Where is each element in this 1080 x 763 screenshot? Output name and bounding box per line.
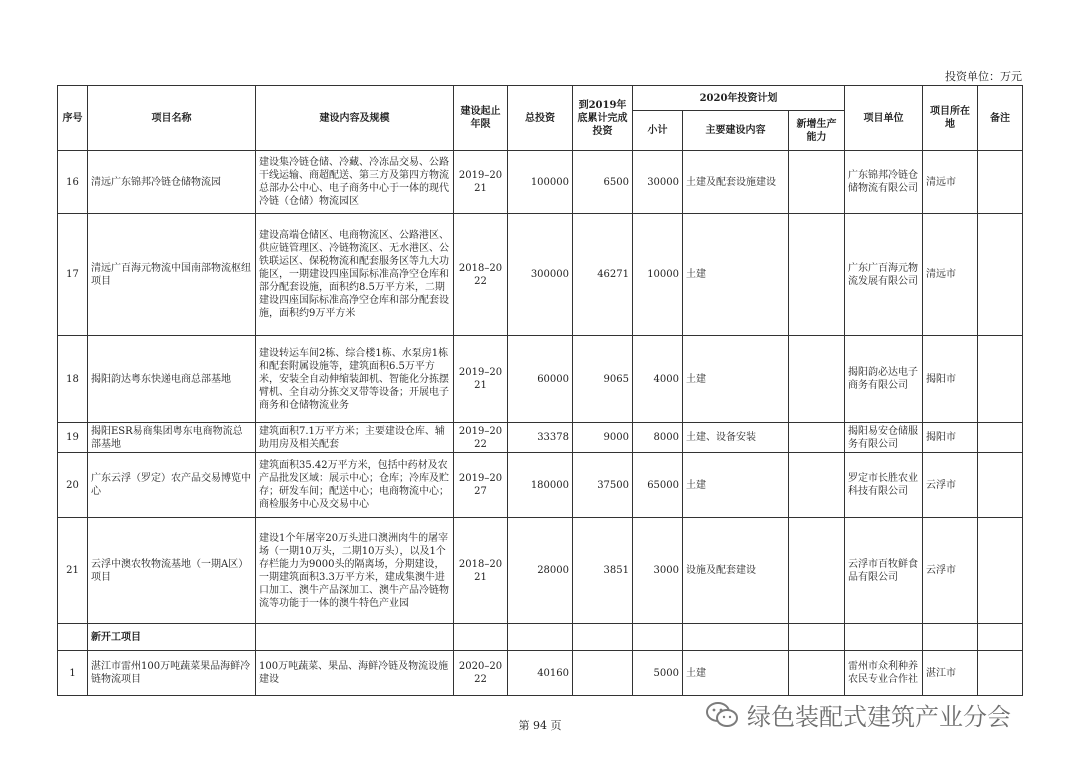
row-content: 建筑面积7.1万平方米；主要建设仓库、辅助用房及相关配套	[256, 423, 454, 453]
header-subtotal: 小计	[633, 111, 683, 151]
row-main: 土建	[683, 214, 789, 336]
row-main: 设施及配套建设	[683, 518, 789, 624]
table-row	[58, 518, 1023, 624]
row-capacity	[789, 151, 845, 214]
row-unit: 广东广百海元物流发展有限公司	[845, 214, 923, 336]
row-capacity	[789, 336, 845, 423]
row-location: 揭阳市	[923, 336, 978, 423]
row-completed: 6500	[573, 151, 633, 214]
row-main: 土建	[683, 453, 789, 518]
row-capacity	[789, 518, 845, 624]
row-unit: 广东锦邦冷链仓储物流有限公司	[845, 151, 923, 214]
row-content: 建设1个年屠宰20万头进口澳洲肉牛的屠宰场（一期10万头，二期10万头），以及1个存栏能力为9000头的隔离场，分期建设，一期建筑面积3.3万平方米，建成集澳牛进口加工、澳牛产品深加工、澳牛产品冷链物流等功能于一体的澳牛特色产业园	[256, 518, 454, 624]
row-main: 土建	[683, 651, 789, 696]
header-plan-2020: 2020年投资计划	[633, 86, 845, 111]
investment-table	[57, 85, 1023, 696]
row-subtotal: 5000	[633, 651, 683, 696]
row-main: 土建、设备安装	[683, 423, 789, 453]
row-location: 清远市	[923, 214, 978, 336]
row-period: 2019–2027	[454, 453, 508, 518]
unit-label: 投资单位：万元	[945, 70, 1022, 83]
table-row	[58, 651, 1023, 696]
row-name: 清远广东锦邦冷链仓储物流园	[88, 151, 256, 214]
row-location: 揭阳市	[923, 423, 978, 453]
row-content: 建筑面积35.42万平方米，包括中药材及农产品批发区域：展示中心；仓库；冷库及贮存；研发车间；配送中心；电商物流中心；商检服务中心及交易中心	[256, 453, 454, 518]
row-capacity	[789, 651, 845, 696]
header-completed: 到2019年底累计完成投资	[573, 86, 633, 151]
watermark	[705, 697, 1011, 732]
table-row	[58, 336, 1023, 423]
row-name: 云浮中澳农牧物流基地（一期A区）项目	[88, 518, 256, 624]
row-total: 300000	[508, 214, 573, 336]
row-period: 2018–2022	[454, 214, 508, 336]
row-subtotal: 8000	[633, 423, 683, 453]
row-name: 清远广百海元物流中国南部物流枢纽项目	[88, 214, 256, 336]
section-row	[58, 624, 1023, 651]
row-unit: 揭阳韵必达电子商务有限公司	[845, 336, 923, 423]
row-content: 100万吨蔬菜、果品、海鲜冷链及物流设施建设	[256, 651, 454, 696]
row-seq: 17	[58, 214, 88, 336]
row-name: 揭阳ESR易商集团粤东电商物流总部基地	[88, 423, 256, 453]
row-unit: 云浮市百牧鲜食品有限公司	[845, 518, 923, 624]
row-completed: 3851	[573, 518, 633, 624]
header-content: 建设内容及规模	[256, 86, 454, 151]
table-row	[58, 151, 1023, 214]
wechat-icon	[705, 701, 739, 729]
row-seq: 16	[58, 151, 88, 214]
row-period: 2019–2021	[454, 336, 508, 423]
row-remarks	[978, 518, 1023, 624]
row-location: 清远市	[923, 151, 978, 214]
row-main: 土建及配套设施建设	[683, 151, 789, 214]
row-content: 建设集冷链仓储、冷藏、冷冻品交易、公路干线运输、商超配送、第三方及第四方物流总部办公中心、电子商务中心于一体的现代冷链（仓储）物流园区	[256, 151, 454, 214]
header-remarks: 备注	[978, 86, 1023, 151]
row-name: 广东云浮（罗定）农产品交易博览中心	[88, 453, 256, 518]
row-completed: 37500	[573, 453, 633, 518]
row-location: 湛江市	[923, 651, 978, 696]
row-total: 40160	[508, 651, 573, 696]
page-number: 第 94 页	[518, 719, 562, 732]
row-seq: 18	[58, 336, 88, 423]
row-location: 云浮市	[923, 518, 978, 624]
row-name: 揭阳韵达粤东快递电商总部基地	[88, 336, 256, 423]
row-capacity	[789, 453, 845, 518]
section-label: 新开工项目	[88, 624, 256, 651]
header-total: 总投资	[508, 86, 573, 151]
row-period: 2020–2022	[454, 651, 508, 696]
row-seq: 19	[58, 423, 88, 453]
row-name: 湛江市雷州100万吨蔬菜果品海鲜冷链物流项目	[88, 651, 256, 696]
row-subtotal: 65000	[633, 453, 683, 518]
row-subtotal: 10000	[633, 214, 683, 336]
row-period: 2019–2022	[454, 423, 508, 453]
row-seq: 1	[58, 651, 88, 696]
row-capacity	[789, 214, 845, 336]
row-unit: 雷州市众利种养农民专业合作社	[845, 651, 923, 696]
table-row	[58, 453, 1023, 518]
row-subtotal: 30000	[633, 151, 683, 214]
row-completed: 9065	[573, 336, 633, 423]
row-content: 建设高端仓储区、电商物流区、公路港区、供应链管理区、冷链物流区、无水港区、公铁联运区、保税物流和配套服务区等九大功能区，一期建设四座国际标准高净空仓库和部分配套设施，面积约8.5万平方米，二期建设四座国际标准高净空仓库和部分配套设施，面积约9万平方米	[256, 214, 454, 336]
row-seq: 20	[58, 453, 88, 518]
row-location: 云浮市	[923, 453, 978, 518]
row-period: 2019–2021	[454, 151, 508, 214]
row-total: 33378	[508, 423, 573, 453]
table-row	[58, 423, 1023, 453]
row-total: 28000	[508, 518, 573, 624]
row-total: 100000	[508, 151, 573, 214]
row-period: 2018–2021	[454, 518, 508, 624]
row-remarks	[978, 423, 1023, 453]
row-total: 60000	[508, 336, 573, 423]
row-remarks	[978, 214, 1023, 336]
table-row	[58, 214, 1023, 336]
row-total: 180000	[508, 453, 573, 518]
header-location: 项目所在地	[923, 86, 978, 151]
header-seq: 序号	[58, 86, 88, 151]
row-unit: 罗定市长胜农业科技有限公司	[845, 453, 923, 518]
header-unit: 项目单位	[845, 86, 923, 151]
row-completed: 46271	[573, 214, 633, 336]
header-period: 建设起止年限	[454, 86, 508, 151]
row-unit: 揭阳易安仓储服务有限公司	[845, 423, 923, 453]
row-completed	[573, 651, 633, 696]
header-main-content: 主要建设内容	[683, 111, 789, 151]
row-main: 土建	[683, 336, 789, 423]
row-remarks	[978, 336, 1023, 423]
row-subtotal: 4000	[633, 336, 683, 423]
row-remarks	[978, 651, 1023, 696]
row-capacity	[789, 423, 845, 453]
row-seq: 21	[58, 518, 88, 624]
row-remarks	[978, 453, 1023, 518]
header-name: 项目名称	[88, 86, 256, 151]
header-new-capacity: 新增生产能力	[789, 111, 845, 151]
row-completed: 9000	[573, 423, 633, 453]
row-remarks	[978, 151, 1023, 214]
row-subtotal: 3000	[633, 518, 683, 624]
watermark-text: 绿色装配式建筑产业分会	[747, 703, 1011, 731]
row-content: 建设转运车间2栋、综合楼1栋、水泵房1栋和配套附属设施等，建筑面积6.5万平方米，安装全自动伸缩装卸机、智能化分拣摆臂机、全自动分拣交叉带等设备；开展电子商务和仓储物流业务	[256, 336, 454, 423]
